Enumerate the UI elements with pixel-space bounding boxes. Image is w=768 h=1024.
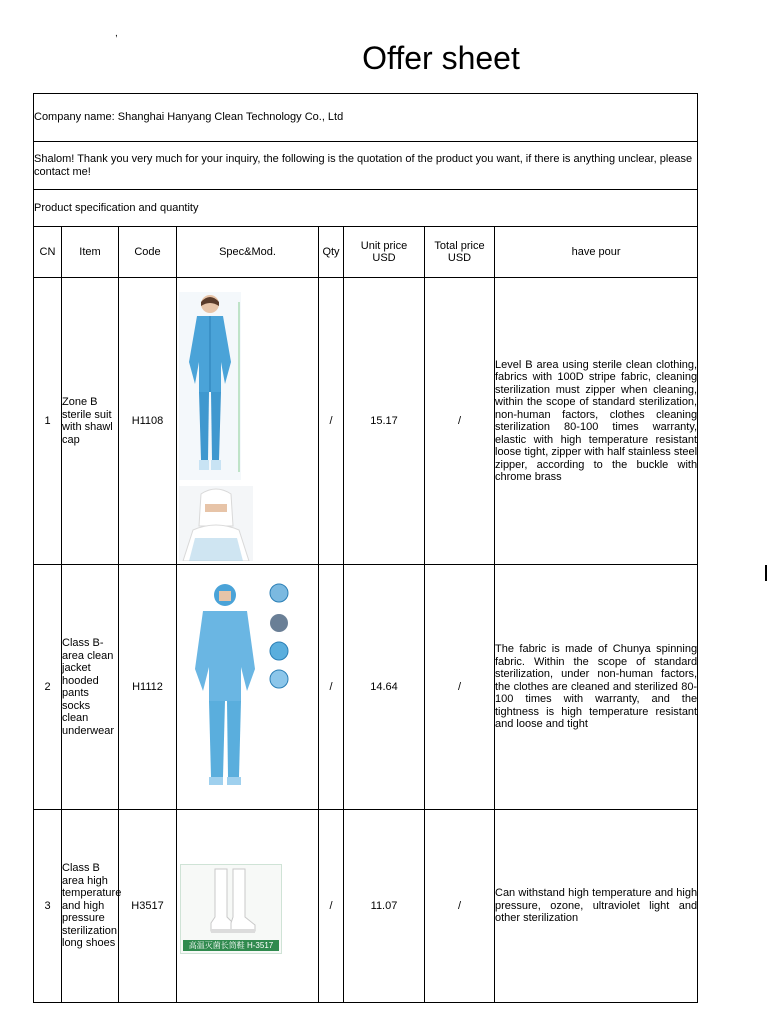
row-item: Class B area high temperature and high pressure sterilization long shoes (62, 810, 119, 1003)
header-row (34, 227, 698, 278)
suit-photo (179, 292, 241, 480)
row-description: The fabric is made of Chunya spinning fabric. Within the scope of standard sterilization, under non-human factors, the clothes are cleaned and sterilized 80-100 times with warranty, and the tightness is high temperature resistant and loose and tight (495, 565, 698, 810)
col-header-have: have pour (495, 227, 698, 278)
row-code: H3517 (119, 810, 177, 1003)
col-header-cn: CN (34, 227, 62, 278)
row-cn: 3 (34, 810, 62, 1003)
row-cn: 1 (34, 278, 62, 565)
row-code: H1112 (119, 565, 177, 810)
row-item: Zone B sterile suit with shawl cap (62, 278, 119, 565)
row-description: Level B area using sterile clean clothing, fabrics with 100D stripe fabric, cleaning sterilization must zipper when cleaning, within the scope of standard sterilization, non-human factors, clothes cleaning sterilization 80-100 times warranty, elastic with high temperature resistant loose tight, zipper with half stainless steel zipper, according to the buckle with chrome brass (495, 278, 698, 565)
table-row (34, 810, 698, 1003)
shoe-caption: 高温灭菌长筒鞋 H-3517 (183, 940, 279, 951)
row-total-price: / (425, 810, 495, 1003)
row-code: H1108 (119, 278, 177, 565)
row-cn: 2 (34, 565, 62, 810)
company-name: Company name: Shanghai Hanyang Clean Technology Co., Ltd (34, 94, 698, 142)
page-title: Offer sheet (362, 40, 520, 76)
jacket-photo (181, 579, 293, 791)
section-label: Product specification and quantity (34, 190, 698, 227)
row-unit-price: 14.64 (344, 565, 425, 810)
row-qty: / (319, 810, 344, 1003)
row-spec-image (177, 278, 319, 565)
row-unit-price: 11.07 (344, 810, 425, 1003)
row-qty: / (319, 565, 344, 810)
col-header-qty: Qty (319, 227, 344, 278)
table-row (34, 565, 698, 810)
hood-cap-photo (179, 486, 253, 561)
stray-mark: , (115, 28, 118, 39)
offer-table (33, 93, 698, 1003)
col-header-item: Item (62, 227, 119, 278)
edge-mark (765, 565, 767, 581)
row-total-price: / (425, 278, 495, 565)
row-item: Class B-area clean jacket hooded pants socks clean underwear (62, 565, 119, 810)
greeting-text: Shalom! Thank you very much for your inquiry, the following is the quotation of the product you want, if there is anything unclear, please contact me! (34, 142, 698, 190)
row-unit-price: 15.17 (344, 278, 425, 565)
row-spec-image (177, 565, 319, 810)
row-spec-image (177, 810, 319, 1003)
col-header-unit-price: Unit price USD (344, 227, 425, 278)
shoe-photo (180, 864, 282, 954)
table-row (34, 278, 698, 565)
col-header-spec: Spec&Mod. (177, 227, 319, 278)
row-description: Can withstand high temperature and high pressure, ozone, ultraviolet light and other sterilization (495, 810, 698, 1003)
col-header-total-price: Total price USD (425, 227, 495, 278)
row-qty: / (319, 278, 344, 565)
col-header-code: Code (119, 227, 177, 278)
row-total-price: / (425, 565, 495, 810)
